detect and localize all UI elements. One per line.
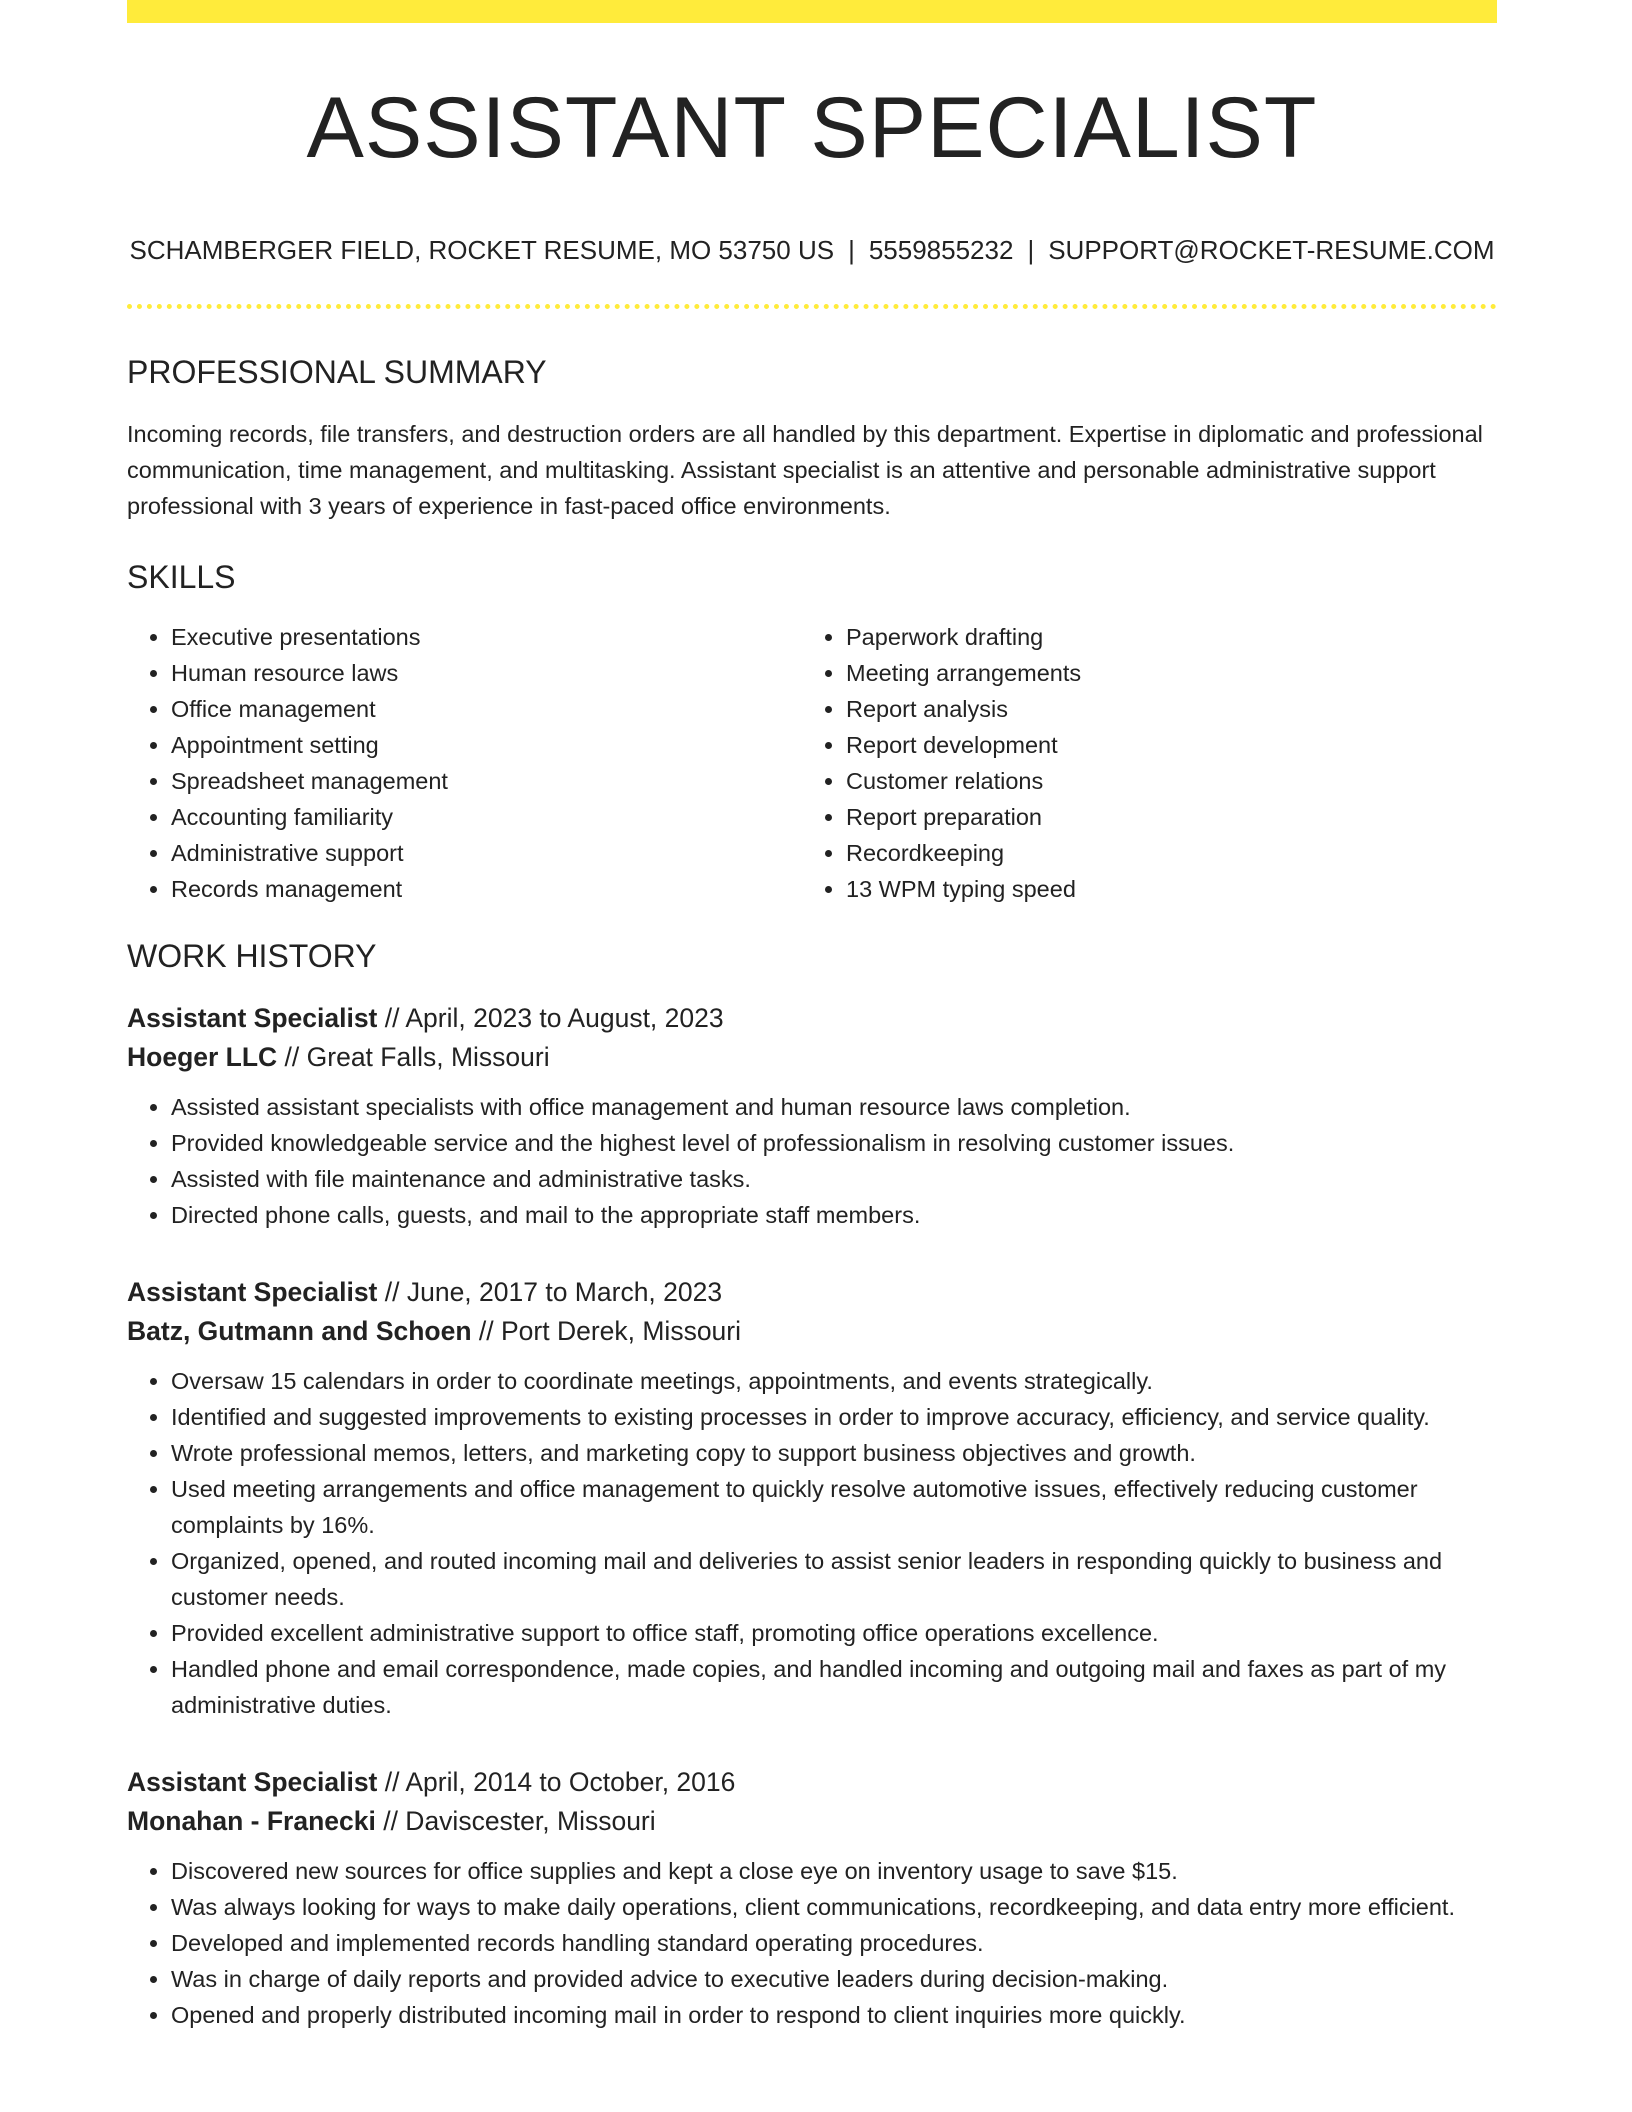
skill-item: • Report preparation — [846, 799, 1477, 835]
job-dates: // April, 2023 to August, 2023 — [377, 1003, 724, 1033]
job-bullet: • Organized, opened, and routed incoming mail and deliveries to assist senior leaders in responding quickly to business and customer needs. — [171, 1543, 1497, 1615]
job-title-line — [127, 1763, 1497, 1802]
accent-top-bar — [127, 0, 1497, 23]
resume-name: ASSISTANT SPECIALIST — [306, 80, 1318, 176]
job-bullet: • Provided knowledgeable service and the highest level of professionalism in resolving customer issues. — [171, 1125, 1497, 1161]
job-company: Hoeger LLC — [127, 1042, 278, 1072]
job-bullets — [127, 1853, 1497, 2033]
job-bullet: • Assisted with file maintenance and administrative tasks. — [171, 1161, 1497, 1197]
job-bullet: • Opened and properly distributed incoming mail in order to respond to client inquiries more quickly. — [171, 1997, 1497, 2033]
job-company-line — [127, 1038, 1497, 1077]
job-bullet: • Oversaw 15 calendars in order to coordinate meetings, appointments, and events strategically. — [171, 1363, 1497, 1399]
contact-phone: 5559855232 — [868, 235, 1014, 265]
skill-item: • Human resource laws — [171, 655, 802, 691]
skills-column-1 — [127, 619, 802, 907]
job-bullet: • Provided excellent administrative support to office staff, promoting office operations excellence. — [171, 1615, 1497, 1651]
skill-item: • Report development — [846, 727, 1477, 763]
job-entry — [127, 1763, 1497, 2033]
skill-item: • Records management — [171, 871, 802, 907]
skill-item: • Spreadsheet management — [171, 763, 802, 799]
skill-item: • Office management — [171, 691, 802, 727]
job-company: Batz, Gutmann and Schoen — [127, 1316, 472, 1346]
contact-address: SCHAMBERGER FIELD, ROCKET RESUME, MO 53750 US — [129, 235, 835, 265]
summary-heading: PROFESSIONAL SUMMARY — [127, 354, 547, 390]
job-position: Assistant Specialist — [127, 1003, 378, 1033]
skills-column-2 — [802, 619, 1477, 907]
job-location: // Port Derek, Missouri — [471, 1316, 742, 1346]
resume-page — [127, 0, 1497, 2033]
job-company: Monahan - Franecki — [127, 1806, 376, 1836]
job-bullet: • Was in charge of daily reports and provided advice to executive leaders during decision-making. — [171, 1961, 1497, 1997]
job-dates: // June, 2017 to March, 2023 — [377, 1277, 723, 1307]
job-title-line — [127, 999, 1497, 1038]
skill-item: • Paperwork drafting — [846, 619, 1477, 655]
job-bullet: • Discovered new sources for office supplies and kept a close eye on inventory usage to save $15. — [171, 1853, 1497, 1889]
job-bullet: • Used meeting arrangements and office management to quickly resolve automotive issues, effectively reducing customer complaints by 16%. — [171, 1471, 1497, 1543]
skill-item: • Accounting familiarity — [171, 799, 802, 835]
job-dates: // April, 2014 to October, 2016 — [377, 1767, 736, 1797]
job-company-line — [127, 1312, 1497, 1351]
contact-separator: | — [848, 235, 855, 265]
job-location: // Daviscester, Missouri — [375, 1806, 656, 1836]
dotted-divider — [127, 304, 1497, 309]
job-entry — [127, 999, 1497, 1233]
job-bullet: • Was always looking for ways to make daily operations, client communications, recordkeeping, and data entry more efficient. — [171, 1889, 1497, 1925]
job-position: Assistant Specialist — [127, 1277, 378, 1307]
job-bullet: • Assisted assistant specialists with office management and human resource laws completion. — [171, 1089, 1497, 1125]
skills-heading: SKILLS — [127, 559, 236, 595]
job-company-line — [127, 1802, 1497, 1841]
skill-item: • Recordkeeping — [846, 835, 1477, 871]
contact-line — [127, 235, 1497, 266]
job-position: Assistant Specialist — [127, 1767, 378, 1797]
skill-item: • Meeting arrangements — [846, 655, 1477, 691]
job-bullet: • Handled phone and email correspondence, made copies, and handled incoming and outgoing mail and faxes as part of my administrative duties. — [171, 1651, 1497, 1723]
job-bullet: • Directed phone calls, guests, and mail to the appropriate staff members. — [171, 1197, 1497, 1233]
skill-item: • Executive presentations — [171, 619, 802, 655]
work-history-heading: WORK HISTORY — [127, 938, 377, 974]
job-bullets — [127, 1363, 1497, 1723]
job-bullet: • Identified and suggested improvements to existing processes in order to improve accuracy, efficiency, and service quality. — [171, 1399, 1497, 1435]
skills-list — [127, 619, 1497, 907]
job-bullet: • Wrote professional memos, letters, and marketing copy to support business objectives and growth. — [171, 1435, 1497, 1471]
skill-item: • 13 WPM typing speed — [846, 871, 1477, 907]
job-entry — [127, 1273, 1497, 1723]
skill-item: • Report analysis — [846, 691, 1477, 727]
contact-email: SUPPORT@ROCKET-RESUME.COM — [1048, 235, 1495, 265]
job-location: // Great Falls, Missouri — [277, 1042, 550, 1072]
skill-item: • Administrative support — [171, 835, 802, 871]
job-title-line — [127, 1273, 1497, 1312]
contact-separator: | — [1027, 235, 1035, 265]
summary-text: Incoming records, file transfers, and destruction orders are all handled by this department. Expertise in diplomatic and professional communication, time management, and multitasking. Assistant specialist is an attentive and personable administrative support professional with 3 years of experience in fast-paced office environments. — [127, 421, 1483, 519]
job-bullets — [127, 1089, 1497, 1233]
skill-item: • Appointment setting — [171, 727, 802, 763]
job-bullet: • Developed and implemented records handling standard operating procedures. — [171, 1925, 1497, 1961]
skill-item: • Customer relations — [846, 763, 1477, 799]
